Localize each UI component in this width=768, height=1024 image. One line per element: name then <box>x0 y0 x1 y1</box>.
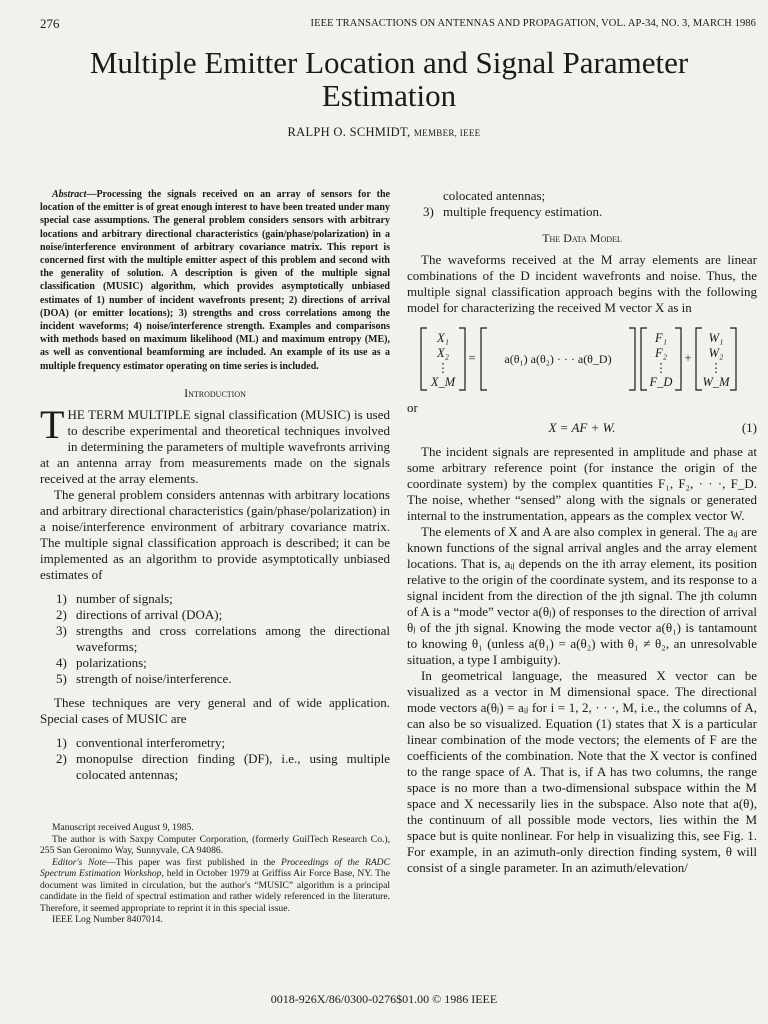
footnote-received: Manuscript received August 9, 1985. <box>52 822 194 833</box>
w-vector-element: W_M <box>702 375 730 389</box>
equals-sign: = <box>468 351 476 365</box>
plus-sign: + <box>684 351 692 365</box>
paper-title: Multiple Emitter Location and Signal Parameter Estimation <box>89 45 689 113</box>
special-cases-list <box>40 735 390 783</box>
footnote-author: The author is with Saxpy Computer Corporation, (formerly GuilTech Research Co.), 255 San Geronimo Way, Sunnyvale, CA 94086. <box>40 833 390 856</box>
drop-cap: T <box>40 401 65 447</box>
right-column <box>407 188 757 876</box>
f-vector-element: F₂ <box>655 346 667 360</box>
list-item: 2) monopulse direction finding (DF), i.e., using multiple colocated antennas; <box>56 750 390 782</box>
footnote-editor-note: Editor's Note—This paper was first published in the Proceedings of the RADC Spectrum Estimation Workshop, held in October 1979 at Griffiss Air Force Base, NY. The document was limited in circulation, but the author's “MUSIC” algorithm is a principal candidate in the field of spectral estimation and rather widely referenced in the literature. Therefore, it seemed appropriate to reprint it in this special issue. <box>40 856 391 914</box>
data-model-paragraph-4: In geometrical language, the measured X vector can be visualized as a vector in M dimensional space. The directional mode vectors a(θⱼ) = aᵢⱼ for i = 1, 2, · · ·, M, i.e., the columns of A, can also be so visualized. Equation (1) states that X is a particular linear combination of the mode vectors; the elements of F are the coefficients of the combination. Note that the X vector is confined to the range space of A. That is, if A has two columns, the range space is no more than a two-dimensional subspace within the M space and X necessarily lies in the subspace. Also note that a(θ), the continuum of all possible mode vectors, lies within the M space but is quite nonlinear. For help in visualizing this, see Fig. 1. For example, in an azimuth-only direction finding system, θ will consist of a single parameter. In an azimuth/elevation/ <box>407 668 757 875</box>
list-item: 4) polarizations; <box>56 654 147 670</box>
left-column <box>40 188 390 791</box>
introduction-heading: Introduction <box>184 385 246 400</box>
equation-1-text: X = AF + W. <box>548 420 616 435</box>
w-vector-element: W₂ <box>708 346 724 360</box>
data-model-paragraph-2: The incident signals are represented in amplitude and phase at some arbitrary reference point (for instance the origin of the coordinate system) by the complex quantities F₁, F₂, · · ·, F_D. The noise, whether “sensed” along with the signals or generated internal to the instrumentation, appears as the complex vector W. <box>407 444 757 523</box>
matrix-equation-graphic <box>407 324 757 394</box>
intro-paragraph-1 <box>40 401 390 487</box>
matrix-equation <box>407 324 757 394</box>
x-vector-element: X_M <box>430 375 456 389</box>
intro-paragraph-1-text: HE TERM MULTIPLE signal classification (MUSIC) is used to describe experimental and theoretical techniques involved in determining the parameters of multiple wavefronts arriving at an antenna array from measurements made on the signals received at the array elements. <box>40 406 390 486</box>
list-item: 5) strength of noise/interference. <box>56 670 232 686</box>
abstract-text: —Processing the signals received on an array of sensors for the location of the emitter is of great enough interest to have been treated under many special case assumptions. The general problem considers sensors with arbitrary locations and arbitrary directional characteristics (gain/phase/polarization) in a noise/interference environment of arbitrary covariance matrix. This report is concerned first with the multiple emitter aspect of this problem and second with the generality of solution. A description is given of the multiple signal classification (MUSIC) algorithm, which provides asymptotically unbiased estimates of 1) number of incident wavefronts present; 2) directions of arrival (DOA) (or emitter locations); 3) strengths and cross correlations among the incident waveforms; 4) noise/interference strength. Examples and comparisons with methods based on maximum likelihood (ML) and maximum entropy (ME), as well as conventional beamforming are included. An example of its use as a multiple frequency estimator operating on time series is included. <box>40 189 390 372</box>
data-model-heading: The Data Model <box>542 231 622 245</box>
page-footer: 0018-926X/86/0300-0276$01.00 © 1986 IEEE <box>270 992 498 1006</box>
list-item: 1) number of signals; <box>56 590 173 606</box>
equation-1 <box>407 420 757 436</box>
journal-citation: IEEE TRANSACTIONS ON ANTENNAS AND PROPAGATION, VOL. AP-34, NO. 3, MARCH 1986 <box>310 18 756 29</box>
author-affiliation: MEMBER, IEEE <box>413 128 481 138</box>
intro-paragraph-2: The general problem considers antennas with arbitrary locations and arbitrary directional characteristics (gain/phase/polarization) in a noise/interference environment of arbitrary covariance matrix. The multiple signal classification approach is described; it can be implemented as an algorithm to provide asymptotically unbiased estimates of <box>40 486 390 582</box>
x-vector-element: ⋮ <box>436 361 450 375</box>
list-item: 3) strengths and cross correlations among the directional waveforms; <box>56 622 390 654</box>
author-name: RALPH O. SCHMIDT, <box>287 125 411 139</box>
intro-paragraph-3: These techniques are very general and of wide application. Special cases of MUSIC are <box>40 694 390 726</box>
footnote-log-number: IEEE Log Number 8407014. <box>52 914 163 925</box>
f-vector-element: F_D <box>649 375 673 389</box>
data-model-paragraph-3: The elements of X and A are also complex in general. The aᵢⱼ are known functions of the signal arrival angles and the array element locations. That is, aᵢⱼ depends on the ith array element, its position relative to the origin of the coordinate system, and its response to a signal incident from the direction of the jth signal. The jth column of A is a “mode” vector a(θⱼ) of responses to the direction of arrival θⱼ of the jth signal. Knowing the mode vector a(θ₁) is tantamount to knowing θ₁ (unless a(θ₁) = a(θ₂) with θ₁ ≠ θ₂, an unresolvable situation, a type I ambiguity). <box>407 524 757 667</box>
list-item: 3) multiple frequency estimation. <box>423 204 603 219</box>
mode-matrix-row: a(θ₁) a(θ₂) · · · a(θ_D) <box>504 352 612 366</box>
f-vector-element: ⋮ <box>654 361 668 375</box>
w-vector-element: ⋮ <box>709 361 723 375</box>
data-model-paragraph-1: The waveforms received at the M array elements are linear combinations of the D incident wavefronts and noise. Thus, the multiple signal classification approach begins with the following model for characterizing the received M vector X as in <box>407 252 757 315</box>
list-item: 1) conventional interferometry; <box>56 734 226 750</box>
abstract-label: Abstract <box>52 189 87 200</box>
or-connector: or <box>407 400 418 415</box>
f-vector-element: F₁ <box>655 331 667 345</box>
w-vector-element: W₁ <box>708 331 724 345</box>
list-item <box>423 188 757 204</box>
footnote <box>40 822 390 926</box>
list-item: 2) directions of arrival (DOA); <box>56 606 223 622</box>
page-number: 276 <box>40 16 60 31</box>
estimates-list <box>40 591 390 687</box>
x-vector-element: X₁ <box>437 331 449 345</box>
x-vector-element: X₂ <box>437 346 449 360</box>
equation-1-number: (1) <box>741 420 757 435</box>
abstract <box>40 188 390 373</box>
list-item-continuation: colocated antennas; <box>443 188 546 203</box>
special-cases-list-continued <box>407 188 757 220</box>
author-line <box>0 125 768 140</box>
